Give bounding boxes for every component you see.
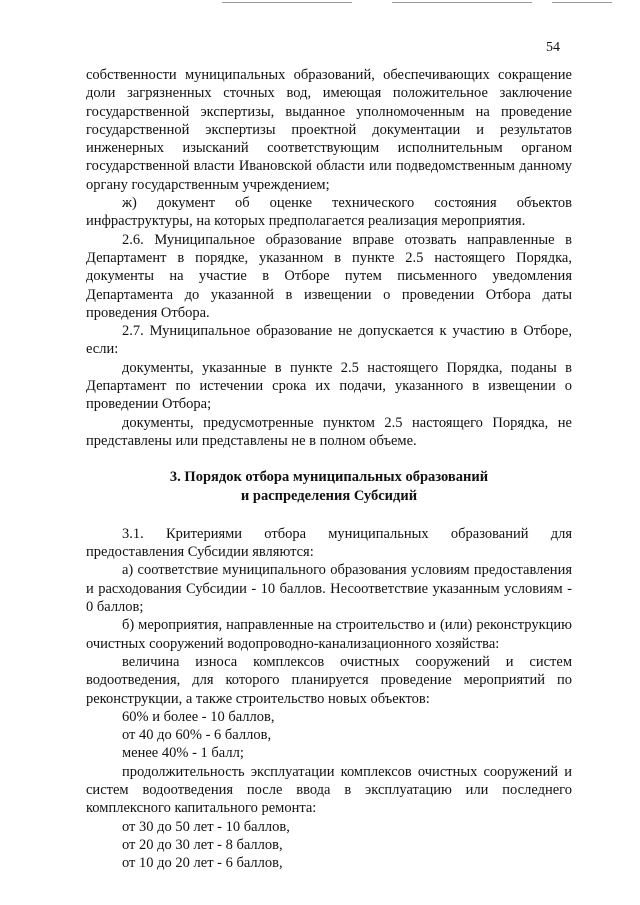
section-heading-line-2: и распределения Субсидий (240, 487, 418, 504)
scan-edge-line (552, 2, 612, 3)
document-body (86, 66, 572, 872)
list-item: от 10 до 20 лет - 6 баллов, (122, 855, 283, 872)
list-item: 60% и более - 10 баллов, (122, 708, 275, 725)
paragraph: документы, предусмотренные пунктом 2.5 настоящего Порядка, не представлены или представлены не в полном объеме. (86, 414, 572, 449)
section-heading-line-1: 3. Порядок отбора муниципальных образований (169, 469, 489, 486)
list-item: от 20 до 30 лет - 8 баллов, (122, 836, 283, 853)
page-number: 54 (546, 40, 560, 55)
paragraph: 2.6. Муниципальное образование вправе отозвать направленные в Департамент в порядке, указанном в пункте 2.5 настоящего Порядка, документы на участие в Отборе путем письменного уведомления Департамента до указанной в извещении о проведении Отбора даты проведения Отбора. (86, 231, 572, 321)
paragraph: ж) документ об оценке технического состояния объектов инфраструктуры, на которых предполагается реализация мероприятия. (86, 195, 572, 230)
paragraph: документы, указанные в пункте 2.5 настоящего Порядка, поданы в Департамент по истечении срока их подачи, указанного в извещении о проведении Отбора; (86, 359, 572, 413)
paragraph: б) мероприятия, направленные на строительство и (или) реконструкцию очистных сооружений водопроводно-канализационного хозяйства: (86, 617, 572, 652)
scan-edge-line (222, 2, 352, 3)
list-item: менее 40% - 1 балл; (122, 745, 244, 762)
list-item: от 40 до 60% - 6 баллов, (122, 727, 272, 744)
paragraph: величина износа комплексов очистных сооружений и систем водоотведения, для которого планируется проведение мероприятий по реконструкции, а также строительство новых объектов: (86, 653, 572, 707)
paragraph: собственности муниципальных образований, обеспечивающих сокращение доли загрязненных сточных вод, имеющая положительное заключение государственной экспертизы, выданное уполномоченным на проведение государственной экспертизы проектной документации и результатов инженерных изысканий соответствующим исполнительным органом государственной власти Ивановской области или подведомственным данному органу государственным учреждением; (86, 67, 572, 193)
paragraph: а) соответствие муниципального образования условиям предоставления и расходования Субсидии - 10 баллов. Несоответствие указанным условиям - 0 баллов; (86, 562, 572, 616)
section-heading (86, 468, 572, 505)
paragraph: продолжительность эксплуатации комплексов очистных сооружений и систем водоотведения после ввода в эксплуатацию или последнего комплексного капитального ремонта: (86, 763, 572, 817)
paragraph: 2.7. Муниципальное образование не допускается к участию в Отборе, если: (86, 323, 572, 358)
scan-edge-line (392, 2, 532, 3)
list-item: от 30 до 50 лет - 10 баллов, (122, 818, 290, 835)
paragraph: 3.1. Критериями отбора муниципальных образований для предоставления Субсидии являются: (86, 525, 572, 561)
